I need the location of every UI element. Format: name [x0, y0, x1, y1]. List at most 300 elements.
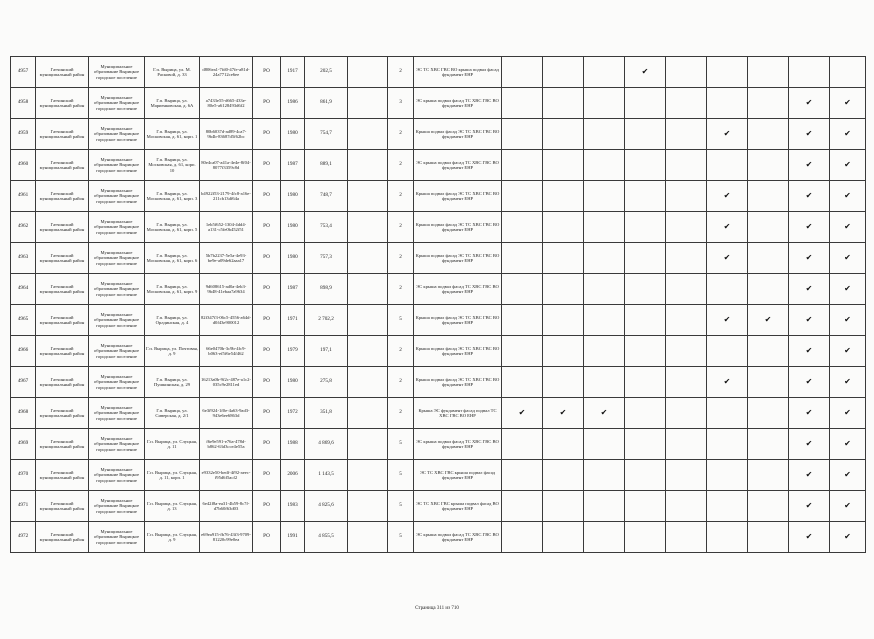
check-cell — [707, 243, 748, 274]
table-row — [11, 274, 866, 305]
check-icon: ✔ — [805, 501, 813, 510]
check-icon: ✔ — [805, 315, 813, 324]
check-icon: ✔ — [844, 160, 851, 169]
address-cell: Г.п. Вырица, ул. Почтовая, д. 9 — [145, 336, 200, 367]
guid-cell: d806ea1-7fd0-47fe-a81d-24a7712ce6ee — [200, 57, 253, 88]
district-cell: Гатчинский муниципальный район — [36, 336, 89, 367]
table-row — [11, 119, 866, 150]
area-cell: 754,7 — [305, 119, 348, 150]
check-cell — [707, 274, 748, 305]
check-cell — [748, 181, 789, 212]
guid-cell: 80b6037d-ad89-4ca7-9b4b-83687d5f62bc — [200, 119, 253, 150]
check-cell — [625, 460, 666, 491]
address-cell: Г.п. Вырица, ул. Слуцкая, д. 9 — [145, 522, 200, 553]
check-cell — [707, 305, 748, 336]
year-cell: 1980 — [281, 367, 305, 398]
check-cell — [584, 88, 625, 119]
check-cell — [789, 150, 830, 181]
table-row — [11, 398, 866, 429]
check-cell — [584, 119, 625, 150]
check-cell — [789, 429, 830, 460]
district-cell: Гатчинский муниципальный район — [36, 522, 89, 553]
address-cell: Г.п. Вырица, ул. Слуцкая, д. 11 — [145, 429, 200, 460]
guid-cell: 80e4ca07-a41a-4e4e-8f04-8077f3359c8d — [200, 150, 253, 181]
check-cell — [707, 212, 748, 243]
check-cell — [789, 88, 830, 119]
works-cell: ЭС крыша подвал фасад ТС ХВС ГВС ВО фундамент ЕНР — [414, 522, 502, 553]
row-number: 4971 — [11, 491, 36, 522]
check-cell — [502, 181, 543, 212]
type-cell: РО — [253, 398, 281, 429]
area-cell: 4 855,5 — [305, 522, 348, 553]
check-cell — [748, 522, 789, 553]
table-row — [11, 150, 866, 181]
year-cell: 1917 — [281, 57, 305, 88]
area-cell: 197,1 — [305, 336, 348, 367]
check-cell — [748, 88, 789, 119]
floors-cell: 2 — [388, 243, 414, 274]
row-number: 4961 — [11, 181, 36, 212]
check-cell — [666, 243, 707, 274]
settlement-cell: Муниципальное образование Вырицкое городское поселение — [89, 491, 145, 522]
check-cell — [666, 57, 707, 88]
check-cell — [748, 336, 789, 367]
check-cell — [748, 212, 789, 243]
check-icon: ✔ — [805, 532, 813, 541]
address-cell: Г.п. Вырица, ул. Московская, д. 61, корп. 6 — [145, 243, 200, 274]
check-icon: ✔ — [805, 253, 813, 262]
row-number: 4967 — [11, 367, 36, 398]
settlement-cell: Муниципальное образование Вырицкое городское поселение — [89, 181, 145, 212]
settlement-cell: Муниципальное образование Вырицкое городское поселение — [89, 243, 145, 274]
check-cell — [625, 150, 666, 181]
area-cell: 4 869,6 — [305, 429, 348, 460]
check-cell — [789, 398, 830, 429]
works-cell: Крыша подвал фасад ЭС ТС ХВС ГВС ВО фундамент ЕНР — [414, 305, 502, 336]
check-cell — [748, 305, 789, 336]
check-icon: ✔ — [805, 222, 813, 231]
check-icon: ✔ — [723, 253, 731, 262]
housing-register-table — [10, 56, 866, 553]
check-icon: ✔ — [844, 222, 851, 231]
check-cell — [502, 212, 543, 243]
settlement-cell: Муниципальное образование Вырицкое городское поселение — [89, 88, 145, 119]
check-cell — [830, 491, 866, 522]
area-cell: 1 143,5 — [305, 460, 348, 491]
row-number: 4968 — [11, 398, 36, 429]
year-cell: 1980 — [281, 119, 305, 150]
empty-cell — [348, 522, 388, 553]
empty-cell — [348, 491, 388, 522]
check-cell — [625, 212, 666, 243]
check-cell — [502, 491, 543, 522]
check-cell — [748, 150, 789, 181]
check-cell — [502, 119, 543, 150]
area-cell: 753,4 — [305, 212, 348, 243]
check-icon: ✔ — [844, 346, 851, 355]
address-cell: Г.п. Вырица, ул. Орлдинская, д. 4 — [145, 305, 200, 336]
check-icon: ✔ — [723, 129, 731, 138]
check-cell — [789, 57, 830, 88]
settlement-cell: Муниципальное образование Вырицкое городское поселение — [89, 398, 145, 429]
check-cell — [666, 274, 707, 305]
check-cell — [748, 460, 789, 491]
area-cell: 202,5 — [305, 57, 348, 88]
check-icon: ✔ — [600, 408, 608, 417]
address-cell: Г.п. Вырица, ул. Слуцкая, д. 13 — [145, 491, 200, 522]
check-cell — [625, 57, 666, 88]
works-cell: Крыша подвал фасад ЭС ТС ХВС ГВС ВО фундамент ЕНР — [414, 212, 502, 243]
floors-cell: 5 — [388, 522, 414, 553]
check-cell — [543, 522, 584, 553]
district-cell: Гатчинский муниципальный район — [36, 119, 89, 150]
works-cell: ЭС крыша подвал фасад ТС ХВС ГВС ВО фундамент ЕНР — [414, 429, 502, 460]
check-cell — [789, 212, 830, 243]
year-cell: 1971 — [281, 305, 305, 336]
address-cell: Г.п. Вырица, ул. Московская, д. 61, корп. 3 — [145, 181, 200, 212]
check-cell — [502, 57, 543, 88]
check-cell — [584, 305, 625, 336]
check-cell — [502, 274, 543, 305]
check-icon: ✔ — [723, 377, 731, 386]
check-cell — [666, 491, 707, 522]
check-cell — [625, 305, 666, 336]
floors-cell: 2 — [388, 274, 414, 305]
settlement-cell: Муниципальное образование Вырицкое городское поселение — [89, 367, 145, 398]
check-cell — [666, 522, 707, 553]
check-icon: ✔ — [805, 191, 813, 200]
check-cell — [543, 150, 584, 181]
address-cell: Г.п. Вырица, ул. Пушкинская, д. 29 — [145, 367, 200, 398]
district-cell: Гатчинский муниципальный район — [36, 181, 89, 212]
check-cell — [666, 150, 707, 181]
check-cell — [502, 243, 543, 274]
empty-cell — [348, 274, 388, 305]
type-cell: РО — [253, 119, 281, 150]
check-cell — [625, 367, 666, 398]
type-cell: РО — [253, 212, 281, 243]
check-cell — [666, 367, 707, 398]
table-row — [11, 212, 866, 243]
guid-cell: 9d608615-ad0a-4eb3-9b48-41ebaa7a9634 — [200, 274, 253, 305]
check-cell — [543, 367, 584, 398]
settlement-cell: Муниципальное образование Вырицкое городское поселение — [89, 274, 145, 305]
check-cell — [543, 57, 584, 88]
check-cell — [543, 274, 584, 305]
check-icon: ✔ — [805, 160, 813, 169]
check-cell — [830, 212, 866, 243]
guid-cell: 66e0470b-3c9b-4fc9-b063-ef5f6e54f462 — [200, 336, 253, 367]
row-number: 4957 — [11, 57, 36, 88]
check-cell — [584, 460, 625, 491]
empty-cell — [348, 150, 388, 181]
check-cell — [830, 88, 866, 119]
check-cell — [625, 522, 666, 553]
floors-cell: 2 — [388, 150, 414, 181]
floors-cell: 2 — [388, 57, 414, 88]
address-cell: Г.п. Вырица, ул. Московская, д. 61, корп. 9 — [145, 274, 200, 305]
check-cell — [748, 491, 789, 522]
check-cell — [789, 305, 830, 336]
check-cell — [707, 57, 748, 88]
floors-cell: 2 — [388, 181, 414, 212]
check-cell — [789, 274, 830, 305]
works-cell: Крыша подвал фасад ЭС ТС ХВС ГВС ВО фундамент ЕНР — [414, 367, 502, 398]
check-cell — [830, 305, 866, 336]
empty-cell — [348, 336, 388, 367]
page-footer: Страница 311 из 710 — [415, 606, 459, 611]
check-cell — [707, 522, 748, 553]
empty-cell — [348, 243, 388, 274]
type-cell: РО — [253, 88, 281, 119]
check-icon: ✔ — [844, 439, 851, 448]
check-cell — [625, 181, 666, 212]
check-cell — [830, 181, 866, 212]
works-cell: Крыша ЭС фундамент фасад подвал ТС ХВС ГВС ВО ЕНР — [414, 398, 502, 429]
check-cell — [625, 274, 666, 305]
check-cell — [830, 243, 866, 274]
works-cell: ЭС ТС ХВС ГВС крыша подвал фасад фундамент ЕНР — [414, 460, 502, 491]
check-cell — [543, 181, 584, 212]
empty-cell — [348, 305, 388, 336]
check-cell — [625, 336, 666, 367]
guid-cell: 6e42f8a-ea31-4b59-8c7f-d7b60f63d03 — [200, 491, 253, 522]
check-icon: ✔ — [844, 377, 851, 386]
settlement-cell: Муниципальное образование Вырицкое городское поселение — [89, 522, 145, 553]
address-cell: Г.п. Вырица, ул. Слуцкая, д. 11, корп. 1 — [145, 460, 200, 491]
row-number: 4959 — [11, 119, 36, 150]
empty-cell — [348, 181, 388, 212]
check-cell — [666, 305, 707, 336]
check-cell — [625, 88, 666, 119]
floors-cell: 5 — [388, 305, 414, 336]
check-icon: ✔ — [844, 129, 851, 138]
row-number: 4972 — [11, 522, 36, 553]
check-icon: ✔ — [805, 439, 813, 448]
area-cell: 889,1 — [305, 150, 348, 181]
settlement-cell: Муниципальное образование Вырицкое городское поселение — [89, 336, 145, 367]
type-cell: РО — [253, 429, 281, 460]
check-cell — [748, 367, 789, 398]
year-cell: 1987 — [281, 150, 305, 181]
works-cell: ЭС ТС ХВС ГВС ВО крыша подвал фасад фундамент ЕНР — [414, 57, 502, 88]
type-cell: РО — [253, 305, 281, 336]
check-icon: ✔ — [805, 408, 813, 417]
guid-cell: f6e9e591-e76a-478d-b862-63d3cce4e55a — [200, 429, 253, 460]
check-cell — [748, 243, 789, 274]
check-cell — [707, 491, 748, 522]
works-cell: ЭС крыша подвал фасад ТС ХВС ГВС ВО фундамент ЕНР — [414, 150, 502, 181]
check-cell — [502, 88, 543, 119]
check-cell — [502, 429, 543, 460]
address-cell: Г.п. Вырица, ул. Московская, д. 61, корп. 1 — [145, 119, 200, 150]
check-cell — [748, 119, 789, 150]
check-icon: ✔ — [844, 470, 851, 479]
table-row — [11, 243, 866, 274]
check-cell — [543, 398, 584, 429]
check-cell — [748, 57, 789, 88]
check-cell — [830, 274, 866, 305]
check-icon: ✔ — [805, 377, 813, 386]
check-cell — [584, 429, 625, 460]
check-cell — [502, 522, 543, 553]
type-cell: РО — [253, 274, 281, 305]
row-number: 4962 — [11, 212, 36, 243]
floors-cell: 2 — [388, 398, 414, 429]
check-cell — [543, 212, 584, 243]
area-cell: 4 825,6 — [305, 491, 348, 522]
check-cell — [666, 429, 707, 460]
check-icon: ✔ — [641, 67, 649, 76]
type-cell: РО — [253, 491, 281, 522]
year-cell: 1980 — [281, 243, 305, 274]
area-cell: 757,3 — [305, 243, 348, 274]
check-cell — [584, 491, 625, 522]
table-row — [11, 460, 866, 491]
type-cell: РО — [253, 150, 281, 181]
empty-cell — [348, 460, 388, 491]
check-cell — [830, 429, 866, 460]
district-cell: Гатчинский муниципальный район — [36, 367, 89, 398]
check-cell — [830, 398, 866, 429]
floors-cell: 5 — [388, 491, 414, 522]
check-cell — [502, 150, 543, 181]
year-cell: 2006 — [281, 460, 305, 491]
guid-cell: 6e3f924-1f0e-4a63-9ad3-943e6ee6863d — [200, 398, 253, 429]
check-cell — [502, 367, 543, 398]
floors-cell: 5 — [388, 429, 414, 460]
check-cell — [666, 460, 707, 491]
table-row — [11, 88, 866, 119]
check-cell — [666, 181, 707, 212]
check-cell — [707, 119, 748, 150]
type-cell: РО — [253, 336, 281, 367]
check-cell — [543, 305, 584, 336]
check-icon: ✔ — [844, 98, 851, 107]
empty-cell — [348, 57, 388, 88]
floors-cell: 2 — [388, 336, 414, 367]
check-cell — [789, 367, 830, 398]
table-row — [11, 429, 866, 460]
district-cell: Гатчинский муниципальный район — [36, 398, 89, 429]
type-cell: РО — [253, 367, 281, 398]
settlement-cell: Муниципальное образование Вырицкое городское поселение — [89, 150, 145, 181]
check-cell — [707, 336, 748, 367]
check-cell — [748, 429, 789, 460]
guid-cell: e69ea915-fb76-43f3-9709-81220c99e0ea — [200, 522, 253, 553]
guid-cell: e9332e50-bedf-4f92-aeec-f95d6f5acf2 — [200, 460, 253, 491]
floors-cell: 2 — [388, 119, 414, 150]
check-cell — [830, 336, 866, 367]
table-row — [11, 367, 866, 398]
check-icon: ✔ — [723, 191, 731, 200]
check-cell — [789, 243, 830, 274]
check-cell — [543, 336, 584, 367]
year-cell: 1988 — [281, 429, 305, 460]
table-row — [11, 522, 866, 553]
guid-cell: 1eb5f652-1304-4dd4-a131-c5fe0b452f51 — [200, 212, 253, 243]
check-cell — [584, 522, 625, 553]
check-cell — [584, 57, 625, 88]
check-icon: ✔ — [559, 408, 567, 417]
address-cell: Г.п. Вырица, ул. Московская, д. 61, корп. 5 — [145, 212, 200, 243]
settlement-cell: Муниципальное образование Вырицкое городское поселение — [89, 460, 145, 491]
works-cell: Крыша подвал фасад ЭС ТС ХВС ГВС ВО фундамент ЕНР — [414, 243, 502, 274]
check-cell — [789, 522, 830, 553]
works-cell: ЭС ТС ХВС ГВС крыша подвал фасад ВО фундамент ЕНР — [414, 491, 502, 522]
check-icon: ✔ — [844, 532, 851, 541]
check-cell — [543, 491, 584, 522]
guid-cell: 5b7b2237-5e5a-4e93-be9e-a09de62aaa17 — [200, 243, 253, 274]
check-cell — [707, 367, 748, 398]
check-cell — [502, 398, 543, 429]
type-cell: РО — [253, 57, 281, 88]
check-cell — [789, 181, 830, 212]
settlement-cell: Муниципальное образование Вырицкое городское поселение — [89, 119, 145, 150]
year-cell: 1980 — [281, 212, 305, 243]
check-cell — [707, 150, 748, 181]
check-icon: ✔ — [723, 222, 731, 231]
check-cell — [666, 88, 707, 119]
type-cell: РО — [253, 243, 281, 274]
check-icon: ✔ — [518, 408, 526, 417]
check-icon: ✔ — [844, 191, 851, 200]
address-cell: Г.п. Вырица, ул. Сиверская, д. 2/1 — [145, 398, 200, 429]
check-cell — [707, 181, 748, 212]
check-icon: ✔ — [764, 315, 772, 324]
district-cell: Гатчинский муниципальный район — [36, 150, 89, 181]
check-cell — [543, 119, 584, 150]
type-cell: РО — [253, 460, 281, 491]
area-cell: 898,9 — [305, 274, 348, 305]
check-cell — [584, 150, 625, 181]
check-icon: ✔ — [844, 284, 851, 293]
settlement-cell: Муниципальное образование Вырицкое городское поселение — [89, 212, 145, 243]
check-cell — [625, 429, 666, 460]
table-row — [11, 336, 866, 367]
year-cell: 1972 — [281, 398, 305, 429]
check-icon: ✔ — [844, 315, 851, 324]
check-cell — [707, 88, 748, 119]
check-cell — [830, 150, 866, 181]
check-cell — [789, 119, 830, 150]
check-icon: ✔ — [844, 501, 851, 510]
table-body — [11, 57, 866, 553]
check-icon: ✔ — [844, 253, 851, 262]
check-cell — [830, 367, 866, 398]
check-cell — [625, 491, 666, 522]
check-cell — [625, 398, 666, 429]
empty-cell — [348, 212, 388, 243]
address-cell: Г.п. Вырица, ул. Мариенковская, д. 6А — [145, 88, 200, 119]
area-cell: 2 702,2 — [305, 305, 348, 336]
empty-cell — [348, 367, 388, 398]
check-cell — [584, 212, 625, 243]
check-cell — [543, 88, 584, 119]
guid-cell: a7433e55-d665-433e-80e5-a6128493d6f2 — [200, 88, 253, 119]
district-cell: Гатчинский муниципальный район — [36, 212, 89, 243]
works-cell: Крыша подвал фасад ЭС ТС ХВС ГВС ВО фундамент ЕНР — [414, 119, 502, 150]
check-cell — [625, 243, 666, 274]
check-cell — [666, 398, 707, 429]
check-cell — [584, 367, 625, 398]
check-cell — [584, 274, 625, 305]
address-cell: Г.п. Вырица, ул. М. Расковой, д. 33 — [145, 57, 200, 88]
check-cell — [707, 460, 748, 491]
check-cell — [748, 398, 789, 429]
check-icon: ✔ — [844, 408, 851, 417]
check-cell — [584, 336, 625, 367]
